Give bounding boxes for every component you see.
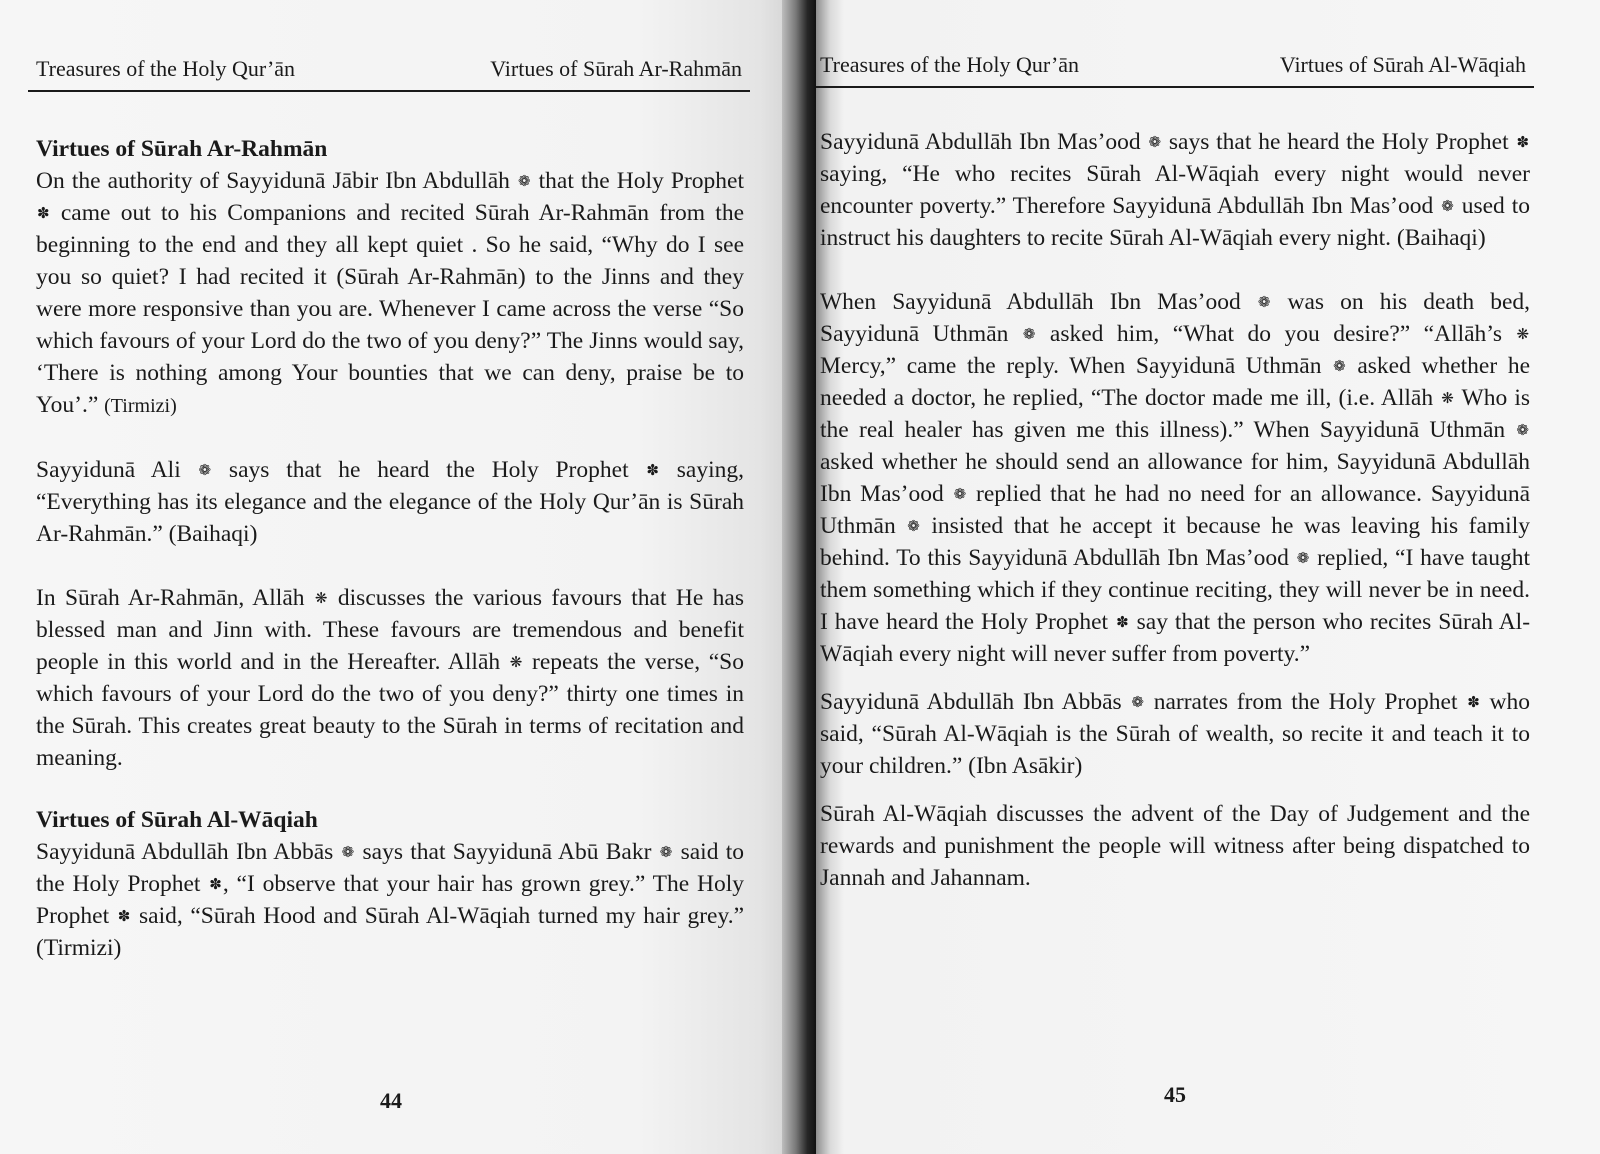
companion-honorific-icon: ❁ [1516,421,1529,439]
prophet-honorific-icon: ✽ [646,461,659,479]
text-run: said, “Sūrah Hood and Sūrah Al-Wāqiah turned my hair grey.” (Tirmizi) [36,903,745,961]
left-running-head [28,56,750,92]
section-heading-ar-rahman: Virtues of Sūrah Ar-Rahmān [36,136,328,162]
left-body-text [36,133,744,964]
text-run: asked him, “What do you desire?” “Allāh’s [1049,321,1502,347]
companion-honorific-icon: ❁ [198,461,212,479]
text-run: Mercy,” came the reply. When Sayyidunā Uthmān [820,353,1322,379]
text-run: Sayyidunā Abdullāh Ibn Mas’ood [820,129,1141,155]
text-run: repeats the verse, “So which favours of your Lord do the two of you deny?” thirty one times in the Sūrah. This creates great beauty to the Sūrah in terms of recitation and meaning. [36,649,744,771]
left-paragraph-2 [36,454,744,550]
right-paragraph-2 [820,286,1530,670]
text-run: say that the person who recites Sūrah Al-Wāqiah every night will never suffer from poverty.” [820,609,1531,667]
text-run: insisted that he accept it because he was leaving his family behind. To this Sayyidunā Abdullāh Ibn Mas’ood [820,513,1530,571]
left-paragraph-4 [36,836,744,964]
right-paragraph-3 [820,686,1530,782]
text-run: Who is the real healer has given me this illness).” When Sayyidunā Uthmān [820,385,1530,443]
allah-honorific-icon: ❋ [1441,389,1454,407]
companion-honorific-icon: ❁ [1131,693,1144,711]
text-run: On the authority of Sayyidunā Jābir Ibn Abdullāh [36,168,510,194]
text-run: says that he heard the Holy Prophet [1168,129,1509,155]
right-body-text [820,126,1530,894]
companion-honorific-icon: ❁ [659,843,673,861]
text-run: said to the Holy Prophet [36,839,745,897]
right-page [800,0,1600,1154]
text-run: asked whether he should send an allowance for him, Sayyidunā Abdullāh Ibn Mas’ood [820,449,1530,507]
left-chapter-title: Virtues of Sūrah Ar-Rahmān [490,56,742,81]
text-run: Sayyidunā Ali [36,457,181,483]
companion-honorific-icon: ❁ [1441,197,1454,215]
book-gutter-shadow [782,0,816,1154]
prophet-honorific-icon: ✽ [37,204,50,222]
text-run: says that Sayyidunā Abū Bakr [362,839,652,865]
companion-honorific-icon: ❁ [341,843,355,861]
right-page-number: 45 [1164,1082,1186,1107]
text-run: replied that he had no need for an allowance. Sayyidunā Uthmān [820,481,1531,539]
companion-honorific-icon: ❁ [1296,549,1310,567]
companion-honorific-icon: ❁ [1022,325,1036,343]
allah-honorific-icon: ❋ [1516,325,1530,343]
text-run: came out to his Companions and recited Sūrah Ar-Rahmān from the beginning to the end and they all kept quiet . So he said, “Why do I see you so quiet? I had recited it (Sūrah Ar-Rahmān) to the Jinns and they were more responsive than you are. Whenever I came across the verse “So which favours of your Lord do the two of you deny?” The Jinns would say, ‘There is nothing among Your bounties that we can deny, praise be to You’.” [36,200,744,418]
text-run: discusses the various favours that He has blessed man and Jinn with. These favours are tremendous and benefit people in this world and in the Hereafter. Allāh [36,585,745,675]
left-paragraph-1 [36,165,744,422]
left-book-title: Treasures of the Holy Qur’ān [36,56,296,81]
text-run: used to instruct his daughters to recite Sūrah Al-Wāqiah every night. (Baihaqi) [820,193,1531,251]
left-paragraph-3 [36,582,744,774]
right-chapter-title: Virtues of Sūrah Al-Wāqiah [1279,52,1526,77]
companion-honorific-icon: ❁ [1257,293,1271,311]
right-paragraph-1 [820,126,1530,254]
right-running-head [812,52,1534,88]
text-run: , “I observe that your hair has grown grey.” The Holy Prophet [36,871,744,929]
text-run: says that he heard the Holy Prophet [228,457,629,483]
allah-honorific-icon: ❋ [509,653,523,671]
companion-honorific-icon: ❁ [517,172,531,190]
text-run: When Sayyidunā Abdullāh Ibn Mas’ood [820,289,1241,315]
right-paragraph-4: Sūrah Al-Wāqiah discusses the advent of the Day of Judgement and the rewards and punishment the people will witness after being dispatched to Jannah and Jahannam. [820,801,1530,891]
prophet-honorific-icon: ✽ [1467,693,1480,711]
right-book-title: Treasures of the Holy Qur’ān [820,52,1080,77]
text-run: who said, “Sūrah Al-Wāqiah is the Sūrah of wealth, so recite it and teach it to your children.” (Ibn Asākir) [820,689,1531,779]
text-run: replied, “I have taught them something which if they continue reciting, they will never be in need. I have heard the Holy Prophet [820,545,1531,635]
left-page-number: 44 [380,1088,402,1113]
text-run: Sayyidunā Abdullāh Ibn Abbās [820,689,1122,715]
allah-honorific-icon: ❋ [314,589,328,607]
prophet-honorific-icon: ✽ [1516,133,1530,151]
text-run: Sayyidunā Abdullāh Ibn Abbās [36,839,334,865]
text-run: asked whether he needed a doctor, he replied, “The doctor made me ill, (i.e. Allāh [820,353,1530,411]
source-citation: (Tirmizi) [104,395,177,417]
text-run: saying, “He who recites Sūrah Al-Wāqiah every night would never encounter poverty.” Therefore Sayyidunā Abdullāh Ibn Mas’ood [820,161,1530,219]
prophet-honorific-icon: ✽ [117,907,131,925]
companion-honorific-icon: ❁ [1148,133,1162,151]
text-run: that the Holy Prophet [538,168,744,194]
text-run: In Sūrah Ar-Rahmān, Allāh [36,585,305,611]
section-heading-al-waqiah: Virtues of Sūrah Al-Wāqiah [36,807,318,833]
companion-honorific-icon: ❁ [907,517,920,535]
text-run: was on his death bed, Sayyidunā Uthmān [820,289,1531,347]
prophet-honorific-icon: ✽ [209,875,222,893]
text-run: saying, “Everything has its elegance and the elegance of the Holy Qur’ān is Sūrah Ar-Rahmān.” (Baihaqi) [36,457,744,547]
companion-honorific-icon: ❁ [953,485,967,503]
prophet-honorific-icon: ✽ [1116,613,1129,631]
companion-honorific-icon: ❁ [1333,357,1346,375]
text-run: narrates from the Holy Prophet [1153,689,1458,715]
